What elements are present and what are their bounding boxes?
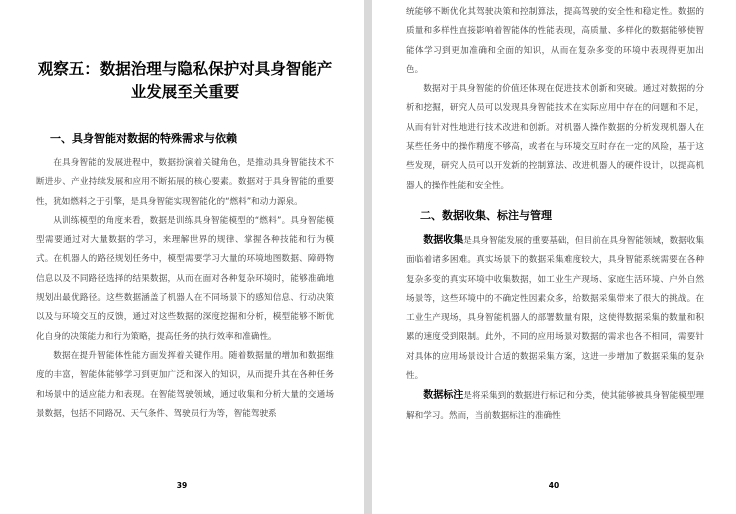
paragraph: 数据对于具身智能的价值还体现在促进技术创新和突破。通过对数据的分析和挖掘，研究人员可以发现具身智能技术在实际应用中存在的问题和不足，从而有针对性地进行技术改进和创新。对机器人操作数据的分析发现机器人在某些任务中的操作精度不够高，或者在与环境交互时存在一定的风险，基于这些发现，研究人员可以开发新的控制算法、改进机器人的硬件设计，以提高机器人的操作性能和安全性。 (406, 84, 704, 191)
page-number: 39 (176, 481, 188, 490)
paragraph: 从训练模型的角度来看，数据是训练具身智能模型的“燃料”。具身智能模型需要通过对大量数据的学习，来理解世界的规律、掌握各种技能和行为模式。在机器人的路径规划任务中，模型需要学习大量的环境地图数据、障碍物信息以及不同路径选择的结果数据，从而在面对各种复杂环境时，能够准确地规划出最优路径。这些数据涵盖了机器人在不同场景下的感知信息、行动决策以及与环境交互的反馈，通过对这些数据的深度挖掘和分析，模型能够不断优化自身的决策能力和行为策略，提高任务的执行效率和准确性。 (36, 215, 334, 342)
paragraph-data-annotation (406, 386, 704, 426)
paragraph: 统能够不断优化其驾驶决策和控制算法，提高驾驶的安全性和稳定性。数据的质量和多样性直接影响着智能体的性能表现，高质量、多样化的数据能够使智能体学习到更加准确和全面的知识，从而在复杂多变的环境中表现得更加出色。 (406, 7, 704, 75)
page-title-line-1: 观察五：数据治理与隐私保护对具身智能产 (37, 60, 333, 78)
paragraph-text: 是将采集到的数据进行标记和分类，使其能够被具身智能模型理解和学习。然而，当前数据标注的准确性 (406, 391, 704, 421)
paragraph: 数据在提升智能体性能方面发挥着关键作用。随着数据量的增加和数据维度的丰富，智能体能够学习到更加广泛和深入的知识，从而提升其在各种任务和场景中的适应能力和表现。在智能驾驶领域，通过收集和分析大量的交通场景数据，包括不同路况、天气条件、驾驶员行为等，智能驾驶系 (36, 350, 334, 419)
paragraph-text: 是具身智能发展的重要基础，但目前在具身智能领域，数据收集面临着诸多困难。真实场景下的数据采集难度较大，具身智能系统需要在各种复杂多变的真实环境中收集数据，如工业生产现场、家庭生活环境、户外自然场景等，这些环境中的不确定性因素众多，给数据采集带来了很大的挑战。在工业生产现场，具身智能机器人的部署数量有限，这使得数据采集的数量和积累的速度受到限制。此外，不同的应用场景对数据的需求也各不相同，需要针对具体的应用场景设计合适的数据采集方案，这进一步增加了数据采集的复杂性。 (406, 235, 704, 382)
page-number: 40 (548, 481, 560, 490)
term-data-collection: 数据收集 (423, 234, 464, 246)
page-title-line-2: 业发展至关重要 (130, 83, 240, 101)
term-data-annotation: 数据标注 (423, 390, 464, 402)
page-title (36, 58, 334, 104)
right-page (372, 0, 736, 514)
section-heading-1: 一、具身智能对数据的特殊需求与依赖 (50, 132, 237, 145)
right-page-content (406, 3, 704, 426)
left-page (0, 0, 364, 514)
paragraph-data-collection (406, 231, 704, 386)
paragraph: 在具身智能的发展进程中，数据扮演着关键角色，是推动具身智能技术不断进步、产业持续发展和应用不断拓展的核心要素。数据对于具身智能的重要性，犹如燃料之于引擎，是具身智能实现智能化的“燃料”和动力源泉。 (36, 158, 334, 207)
section-heading-2: 二、数据收集、标注与管理 (420, 208, 552, 222)
